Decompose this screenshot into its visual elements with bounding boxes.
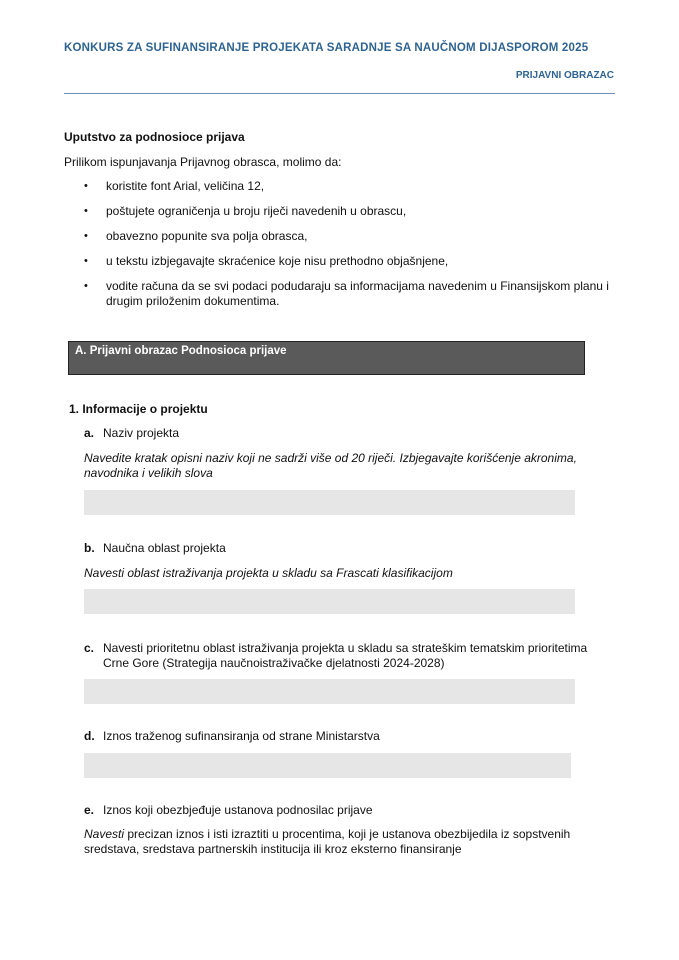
scientific-field-input[interactable] [84,589,575,614]
section-a-title: A. Prijavni obrazac Podnosioca prijave [75,345,287,357]
bullet-icon: • [84,180,88,192]
hint-italic-word: Navesti [84,827,125,841]
item-letter: b. [84,541,95,555]
list-item [84,179,614,194]
item-e-label [84,803,614,818]
instructions-title: Uputstvo za podnosioce prijava [64,130,245,144]
priority-area-field[interactable] [84,679,575,704]
list-item-text: vodite računa da se svi podaci podudaraju sa informacijama navedenim u Finansijskom planu i drugim priloženim dokumentima. [106,279,609,308]
list-item-text: poštujete ograničenja u broju riječi navedenih u obrascu, [106,204,407,218]
item-a-label [84,426,614,441]
bullet-icon: • [84,255,88,267]
item-letter: d. [84,729,95,743]
section-a-header [68,341,585,375]
item-text: Iznos koji obezbjeđuje ustanova podnosilac prijave [103,803,373,817]
item-text: Naziv projekta [103,426,180,440]
item-a-hint: Navedite kratak opisni naziv koji ne sadrži više od 20 riječi. Izbjegavajte korišćenje akronima, navodnika i velikih slova [84,451,577,480]
item-letter: e. [84,803,95,817]
item-c-label [84,641,614,671]
project-name-field[interactable] [84,490,575,515]
list-item [84,279,614,309]
list-item [84,204,614,219]
bullet-icon: • [84,280,88,292]
item-letter: c. [84,641,95,655]
item-e-hint [84,827,619,857]
item-d-label [84,729,614,744]
list-item-text: koristite font Arial, veličina 12, [106,179,265,193]
instructions-intro: Prilikom ispunjavanja Prijavnog obrasca, molimo da: [64,155,342,169]
requested-amount-field[interactable] [84,753,571,778]
item-text: Naučna oblast projekta [103,541,226,555]
item-b-label [84,541,614,556]
header-divider [64,93,615,94]
list-item [84,254,614,269]
hint-text: precizan iznos i isti izraztiti u procentima, koji je ustanova obezbijedila iz sopstvenih sredstava, sredstava partnerskih institucija ili kroz eksterno finansiranje [84,827,571,856]
project-info-heading: 1. Informacije o projektu [69,402,208,416]
item-text: Iznos traženog sufinansiranja od strane Ministarstva [103,729,380,743]
bullet-icon: • [84,230,88,242]
list-item-text: u tekstu izbjegavajte skraćenice koje nisu prethodno objašnjene, [106,254,449,268]
instructions-list [84,177,614,309]
list-item [84,229,614,244]
document-subtitle: PRIJAVNI OBRAZAC [515,70,614,81]
bullet-icon: • [84,205,88,217]
document-title: KONKURS ZA SUFINANSIRANJE PROJEKATA SARADNJE SA NAUČNOM DIJASPOROM 2025 [64,42,589,54]
item-letter: a. [84,426,95,440]
item-text: Navesti prioritetnu oblast istraživanja projekta u skladu sa strateškim tematskim prioritetima Crne Gore (Strategija naučnoistraživačke djelatnosti 2024-2028) [103,641,588,670]
item-b-hint: Navesti oblast istraživanja projekta u skladu sa Frascati klasifikacijom [84,566,453,580]
list-item-text: obavezno popunite sva polja obrasca, [106,229,308,243]
